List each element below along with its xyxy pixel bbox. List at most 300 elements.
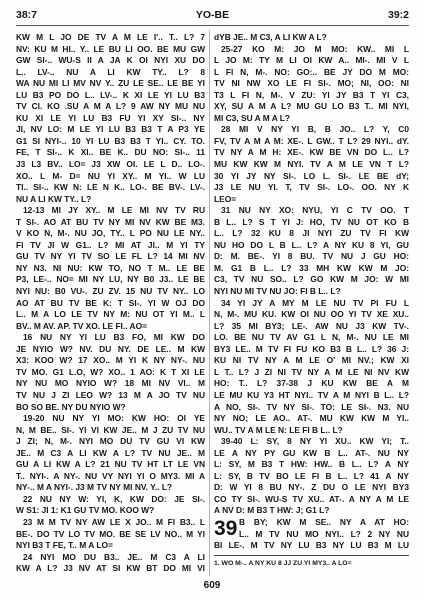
line-content	[16, 240, 205, 252]
line-text: TI.. SI-.. KW N: LE N K.. LO-. BE BV-. LV-.	[16, 182, 205, 193]
header-rule	[16, 25, 409, 26]
line-content	[16, 274, 205, 286]
text-line	[16, 505, 205, 517]
text-line	[16, 194, 205, 206]
line-content	[214, 355, 409, 367]
line-text: BI LE-. M TV NY LU B3 NY LU B3 M LU	[214, 540, 409, 551]
line-text: JI, NV LO: M LE YI LU B3 B3 T A P3 YE	[16, 124, 205, 135]
line-text: L: SY, B TV BO LE FI B L.. L? 41 A NY	[214, 470, 409, 481]
line-text: A NO, SI-. TV NY SI-. TO: LE SI-. N3. NU	[214, 401, 409, 412]
line-content	[214, 136, 409, 148]
line-text: WU.. TV A M LE N: LE FI B L.. L?	[214, 424, 343, 435]
footnote-text: 1. WO M-.. A NY KU 8 JJ ZU YI MY3.. A LO=	[214, 560, 352, 567]
text-line	[16, 321, 205, 333]
line-text: AO AT BU TV BE K: T SI-. YI W OJ DO	[16, 297, 205, 308]
text-line	[214, 517, 409, 529]
left-column	[16, 32, 205, 575]
line-text: KW A L? J3 NV AT SI KW BT DO MI VI	[16, 563, 205, 574]
line-content	[16, 505, 154, 517]
line-content	[214, 378, 409, 390]
text-line	[16, 136, 205, 148]
text-line	[214, 332, 409, 344]
text-line	[16, 298, 205, 310]
text-line	[16, 378, 205, 390]
line-text: C3, TV NU SO.. L? GO KW M JO: W MI	[214, 274, 409, 285]
line-text: D: M. BE-. YI 8 BU. TV NU J GU HO:	[214, 251, 409, 262]
line-text: JE NYIO W? NV. DU NY. DE LE.. M KW	[16, 343, 205, 354]
line-content	[16, 309, 205, 321]
text-line	[16, 44, 205, 56]
text-line	[16, 67, 205, 79]
line-content	[16, 459, 205, 471]
line-content	[214, 147, 409, 159]
line-content	[214, 413, 409, 425]
line-text: NU A LI KW TY.. L?	[16, 193, 92, 204]
line-content	[16, 425, 205, 437]
line-content	[16, 390, 205, 402]
line-content	[16, 321, 147, 333]
line-text: X3: KOO W? 17 XO.. M YI K NY NY-. NU	[16, 355, 205, 366]
line-text: NU NY XO: NYU, YI C TV OO. T	[238, 205, 409, 216]
text-line	[214, 540, 409, 552]
line-text: MU KW KW M NYI. TV A M LE VN T L?	[214, 159, 409, 170]
line-text: L: SY, M B3 T HW: HW.. B L.. L? A NY	[214, 459, 409, 470]
text-line	[214, 113, 409, 125]
text-line	[214, 90, 409, 102]
line-text: NYI NU: B0 VU-. ZU ZV. 15 NU TV NY.. LO	[16, 286, 205, 297]
text-line	[16, 390, 205, 402]
line-content	[16, 194, 91, 206]
text-line	[16, 425, 205, 437]
line-content	[214, 448, 409, 460]
running-header	[16, 8, 409, 22]
line-text: L: SY, 8 NY YI XU.. KW YI; T..	[250, 436, 409, 447]
text-line	[214, 505, 409, 517]
text-line	[16, 240, 205, 252]
verse-number: 28	[221, 124, 231, 135]
text-line	[214, 471, 409, 483]
line-content	[16, 136, 205, 148]
text-line	[214, 274, 409, 286]
text-line	[214, 390, 409, 402]
line-text: GW SI-.. WU-S II A JA K OI NYI XU DO	[16, 55, 205, 66]
text-line	[16, 124, 205, 136]
text-line	[214, 459, 409, 471]
line-text: YI JY A MY M LE NU TV PI FU L	[237, 297, 409, 308]
text-line	[16, 55, 205, 67]
line-text: GU TV NY YI TV SO LE FL L? 14 MI NV	[16, 251, 205, 262]
line-text: KU NI TV NY A M LE O' MI NV.; KW XI	[214, 355, 409, 366]
line-text: NU HO DO L B L.. L? A NY KU 8 YI, GU	[214, 239, 409, 250]
verse-number: 31	[221, 205, 231, 216]
line-content	[239, 529, 409, 541]
line-text: L T.. L? J ZI NI TV NY A M LE NI NV KW	[214, 366, 409, 377]
line-text: G1 SI NYI-.. 10 YI LU B3 B3 T YI.. CY. TO.	[16, 135, 205, 146]
line-text: B L.. L? S T YI J: HO, TV NU OT KO B	[214, 216, 409, 227]
line-content	[16, 90, 205, 102]
verse-number: 25-27	[221, 43, 243, 54]
line-text: NYI B3 T FE, T.. M A LO=	[16, 540, 113, 551]
line-text: GU A LI KW A L? 21 NU TV HT LT LE VN	[16, 459, 205, 470]
footnote-rule	[214, 555, 409, 556]
line-text: J3 LE NU YI. T, TV SI-. LO-. OO. NY K	[214, 182, 409, 193]
text-line	[214, 32, 409, 44]
line-text: LE MU KU Y3 HT NYI.. TV A M NYI B L.. L?	[214, 389, 409, 400]
text-line	[214, 101, 409, 113]
text-line	[214, 251, 409, 263]
line-text: M. G1 B L.. L? 33 MH KW KW M JO:	[214, 262, 409, 273]
line-content	[16, 113, 205, 125]
line-content	[16, 298, 205, 310]
line-content	[214, 471, 409, 483]
line-text: L JO M: TY M LI OI KW A.. MI-. MI V L	[214, 55, 409, 66]
line-text: N, M-. MU KU. KW OI NU OO YI TV XE XU..	[214, 309, 409, 320]
text-line	[214, 425, 409, 437]
line-text: KW M L JO DE TV A M LE I'.. T.. L? 7	[16, 32, 205, 42]
text-line	[214, 217, 409, 229]
line-content	[16, 563, 205, 575]
column-divider	[209, 30, 210, 576]
line-text: L.. LV-.. NU A LI KW TY.. L? 8	[16, 66, 205, 77]
text-line	[16, 217, 205, 229]
line-text: W S1: JI 1: K1 GU TV MO. KOO W?	[16, 505, 155, 516]
text-line	[214, 344, 409, 356]
line-content	[214, 240, 409, 252]
text-line	[16, 90, 205, 102]
text-line	[16, 459, 205, 471]
text-line	[16, 78, 205, 90]
line-text: TV NI NW XO LE FI SI-. MO; NI, OO: NI	[214, 78, 409, 89]
right-column	[214, 32, 409, 552]
line-content	[16, 355, 205, 367]
line-content	[16, 286, 205, 298]
line-text: NY-.. M A NYI-. J3 M TV NY MI NV. Y.. L?	[16, 482, 173, 493]
line-content	[214, 505, 329, 517]
line-text: A NV D: M B3 T HW: J; G1 L?	[214, 505, 330, 516]
line-content	[214, 67, 409, 79]
line-content	[214, 425, 343, 437]
line-text: NYI NU MI TV NU JO: FI B L.. L?	[214, 286, 341, 297]
text-line	[16, 540, 205, 552]
line-content	[23, 552, 205, 564]
line-content	[214, 182, 409, 194]
line-text: L FI N, M-. NO: GO:.. BE JY DO M MO:	[214, 66, 409, 77]
line-content	[16, 32, 205, 44]
line-text: XO.. L M- D= NU YI XY.. M YI.. W LU	[16, 170, 205, 181]
text-line	[16, 182, 205, 194]
line-content	[16, 378, 205, 390]
text-line	[16, 344, 205, 356]
line-content	[16, 402, 126, 414]
line-content	[16, 78, 205, 90]
line-text: MI V NY YI B, B JO.. L? Y, C0	[238, 124, 409, 135]
line-content	[16, 124, 205, 136]
line-text: CO TY SI-. WU-S TV XU.. AT-. A NY A M LE	[214, 493, 409, 504]
text-line	[16, 147, 205, 159]
line-text: NY NU MO NYIO W? 18 MI NV VI.. M	[16, 378, 205, 389]
line-text: NU NY W: YI, K, KW DO: JE SI-.	[39, 493, 206, 504]
line-text: NYI MO DU B3.. JE.. M C3 A LI	[40, 551, 205, 562]
line-content	[214, 321, 409, 333]
line-text: LE A NY PY GU KW B L.. AT-. NU NY	[214, 447, 409, 458]
line-text: LO. BE NU TV AV G1 L N, M-. NU LE MI	[214, 332, 409, 343]
line-content	[214, 55, 409, 67]
line-text: P3, LE-.. NO= MI NY LU, NY B0 J3.. LE BE	[16, 274, 205, 285]
header-end-reference: 39:2	[387, 9, 409, 21]
text-line	[214, 286, 409, 298]
line-text: WA NU MI LI MV NV Y.. ZU LE SE.. LE BE YI	[16, 78, 205, 89]
line-text: XY, SU A M A L? MU GU LO B3 T.. MI NYI,	[214, 101, 409, 112]
text-line	[16, 171, 205, 183]
line-text: 30 YI JY NY SI-. LO L. SI-. LE BE dY;	[214, 170, 409, 181]
line-content	[221, 124, 409, 136]
text-line	[214, 298, 409, 310]
line-content	[16, 55, 205, 67]
line-text: KO M: JO M MO: KW.. MI L	[252, 43, 409, 54]
line-text: NV: KU M HI.. Y.. LE BU LI OO. BE MU GW	[16, 43, 205, 54]
verse-number: 12-13	[23, 205, 45, 216]
text-line	[16, 32, 205, 44]
line-content	[214, 217, 409, 229]
line-text: T SI-. AO AT BU TV NY MI NV KW BE M3.	[16, 216, 205, 227]
text-line	[16, 113, 205, 125]
text-line	[214, 55, 409, 67]
text-line	[16, 274, 205, 286]
line-text: B BY; KW M SE.. NY A AT HO:	[239, 516, 409, 527]
text-line	[16, 228, 205, 240]
line-text: KU XI LE YI LU B3 FU YI XY SI-.. NY	[16, 112, 205, 123]
line-text: BE-. DO TV LO TV MO. BE SE LV NO.. M YI	[16, 528, 205, 539]
line-text: NU NY YI LU B3 FO, MI KW DO	[40, 332, 205, 343]
line-content	[214, 194, 236, 206]
line-text: TV NU J ZI LEO W? 13 M A JO TV NU	[16, 389, 205, 400]
text-line	[16, 471, 205, 483]
page-number: 609	[203, 580, 221, 591]
line-text: J3 L3 BV.. LO= J3 XW OI. LE L D.. LO-.	[16, 159, 205, 170]
line-text: FV, TV A M A M: XE-. L GW.. T L? 29 NYI.. dY.	[214, 135, 409, 146]
text-line	[214, 402, 409, 414]
text-line	[16, 205, 205, 217]
line-content	[23, 205, 205, 217]
line-text: HO: T.. L? 37-38 J KU KW BE A M	[214, 378, 409, 389]
text-line	[16, 101, 205, 113]
line-text: MI JY XY.. M LE MI NV TV RU	[51, 205, 205, 216]
line-content	[221, 436, 409, 448]
line-content	[239, 517, 409, 529]
line-content	[214, 274, 409, 286]
line-text: NY N3. NI NU: KW TO, NO T M.. LE BE	[16, 262, 205, 273]
text-line	[214, 44, 409, 56]
line-content	[221, 298, 409, 310]
line-content	[214, 332, 409, 344]
line-text: JE.. M C3 A LI KW A L? TV NU JE.. M	[16, 447, 205, 458]
line-content	[16, 436, 205, 448]
line-content	[214, 402, 409, 414]
line-content	[16, 67, 205, 79]
line-text: FE, T SI-.. K XI.. BE K.. DU NO: SI-.. 11	[16, 147, 205, 158]
line-text: V KO N, M-. NU JO, TY.. L PO NU LE NY..	[16, 228, 205, 239]
line-text: MI C3, SU A M A L?	[214, 112, 290, 123]
text-line	[214, 78, 409, 90]
line-content	[214, 540, 409, 552]
line-text: LEO=	[214, 193, 237, 204]
text-line	[214, 159, 409, 171]
line-content	[214, 390, 409, 402]
line-content	[16, 101, 205, 113]
line-content	[214, 309, 409, 321]
line-text: BV.. M AV. AP. TV XO. LE FI.. AO=	[16, 320, 148, 331]
line-content	[214, 344, 409, 356]
text-line	[16, 436, 205, 448]
text-line	[214, 309, 409, 321]
line-content	[16, 44, 205, 56]
line-content	[214, 113, 290, 125]
line-content	[16, 217, 205, 229]
line-content	[214, 101, 409, 113]
header-start-reference: 38:7	[16, 9, 38, 21]
line-content	[16, 263, 205, 275]
line-text: TV MO. G1 L.O, W? XO.. 1 AO: K T XI LE	[16, 366, 205, 377]
text-line	[214, 171, 409, 183]
line-content	[214, 90, 409, 102]
line-content	[16, 159, 205, 171]
text-line	[214, 367, 409, 379]
line-text: FI TV JI W G1.. L? MI AT JI.. M YI TY	[16, 239, 205, 250]
line-text: T.. NYI-. A NY-. NU VY NYI YI O MY3. MI A	[16, 470, 205, 481]
verse-number: 16	[23, 332, 33, 343]
text-line	[16, 563, 205, 575]
text-line	[16, 552, 205, 564]
text-line	[214, 378, 409, 390]
line-text: BO SO BE. NY DU NYIO W?	[16, 401, 126, 412]
text-line	[214, 240, 409, 252]
text-line	[214, 355, 409, 367]
line-text: NU NY YI MO: KW HO: OI YE	[52, 413, 206, 424]
line-content	[214, 482, 409, 494]
line-text: L.. L? 32 KU 8 JI NYI ZU TV FI KW	[214, 228, 409, 239]
line-content	[16, 182, 205, 194]
line-text: BY3 LE.. M TV FI FU KO B3 B L.. L? 36 J:	[214, 343, 409, 354]
line-content	[23, 332, 205, 344]
verse-number: 22	[23, 493, 33, 504]
line-text: M M TV NY AW LE X JO.. M FI B3.. L	[37, 516, 205, 527]
text-line	[214, 182, 409, 194]
text-line	[214, 436, 409, 448]
text-line	[214, 529, 409, 541]
text-line	[214, 413, 409, 425]
line-text: L.. M A LO LE TV NY M: NU OT YI M.. L	[16, 309, 205, 320]
line-text: J ZI; N, M-. NYI MO DU TV GU VI KW	[16, 436, 205, 447]
line-content	[16, 171, 205, 183]
text-line	[16, 332, 205, 344]
line-text: T3 L FI N, M-. V ZU: YI JY B3 T YI C3,	[214, 89, 409, 100]
verse-number: 39-40	[221, 436, 243, 447]
line-text: TV CI. KO .SU A M A L? 9 AW NY MU NU	[16, 101, 205, 112]
text-line	[16, 482, 205, 494]
line-content	[214, 171, 409, 183]
line-content	[23, 494, 205, 506]
text-line	[214, 321, 409, 333]
text-line	[214, 194, 409, 206]
text-line	[214, 482, 409, 494]
line-content	[221, 205, 409, 217]
line-content	[16, 482, 172, 494]
book-title: YO-BE	[195, 9, 230, 21]
text-line	[16, 309, 205, 321]
text-line	[16, 263, 205, 275]
chapter-number: 39	[214, 517, 238, 540]
verse-number: 34	[221, 297, 231, 308]
line-content	[214, 159, 409, 171]
line-text: N, M BE.. SI-. YI VI KW JE.. M J ZU TV NU	[16, 424, 205, 435]
line-content	[214, 228, 409, 240]
line-content	[16, 228, 205, 240]
text-line	[16, 413, 205, 425]
line-text: dYB JE.. M C3, A LI KW A L?	[214, 32, 327, 42]
line-content	[214, 286, 341, 298]
line-content	[16, 251, 205, 263]
text-line	[16, 251, 205, 263]
line-content	[16, 471, 205, 483]
line-content	[16, 367, 205, 379]
text-line	[214, 228, 409, 240]
line-content	[23, 517, 205, 529]
text-line	[214, 448, 409, 460]
line-text: TV NY A M H: XE-. KW BE VN DO L.. L?	[214, 147, 409, 158]
line-content	[214, 32, 327, 44]
text-line	[16, 286, 205, 298]
text-line	[214, 147, 409, 159]
text-line	[16, 367, 205, 379]
verse-number: 23	[23, 516, 33, 527]
line-text: L.. M TV NU MO NYI.. L? 2 NY NU	[239, 528, 409, 539]
text-line	[214, 124, 409, 136]
text-line	[16, 448, 205, 460]
line-content	[16, 529, 205, 541]
line-content	[221, 44, 409, 56]
text-line	[16, 159, 205, 171]
line-content	[214, 367, 409, 379]
line-content	[16, 448, 205, 460]
line-content	[214, 494, 409, 506]
line-content	[214, 263, 409, 275]
line-content	[16, 540, 113, 552]
text-line	[214, 205, 409, 217]
line-content	[214, 251, 409, 263]
text-line	[214, 67, 409, 79]
line-text: LU B3 PO DO L.. LV-.. K XI LE YI LU B3	[16, 89, 205, 100]
text-line	[16, 494, 205, 506]
line-text: D: W YI 8 BU NY-. Z DU O LE NYI BY3	[214, 482, 409, 493]
text-line	[214, 136, 409, 148]
text-line	[16, 517, 205, 529]
text-line	[16, 355, 205, 367]
line-content	[23, 413, 205, 425]
line-content	[16, 147, 205, 159]
text-line	[16, 402, 205, 414]
text-line	[214, 494, 409, 506]
text-line	[214, 263, 409, 275]
line-content	[214, 459, 409, 471]
line-content	[214, 78, 409, 90]
verse-number: 19-20	[23, 413, 45, 424]
footnote	[214, 559, 409, 569]
line-text: NY NO; LE AO.. AT-. MU KW KW M YI..	[214, 413, 409, 424]
verse-number: 24	[23, 551, 33, 562]
text-line	[16, 529, 205, 541]
line-text: L? 35 MI BY3; LE-. AW NU J3 KW TV-.	[214, 320, 409, 331]
line-content	[16, 344, 205, 356]
